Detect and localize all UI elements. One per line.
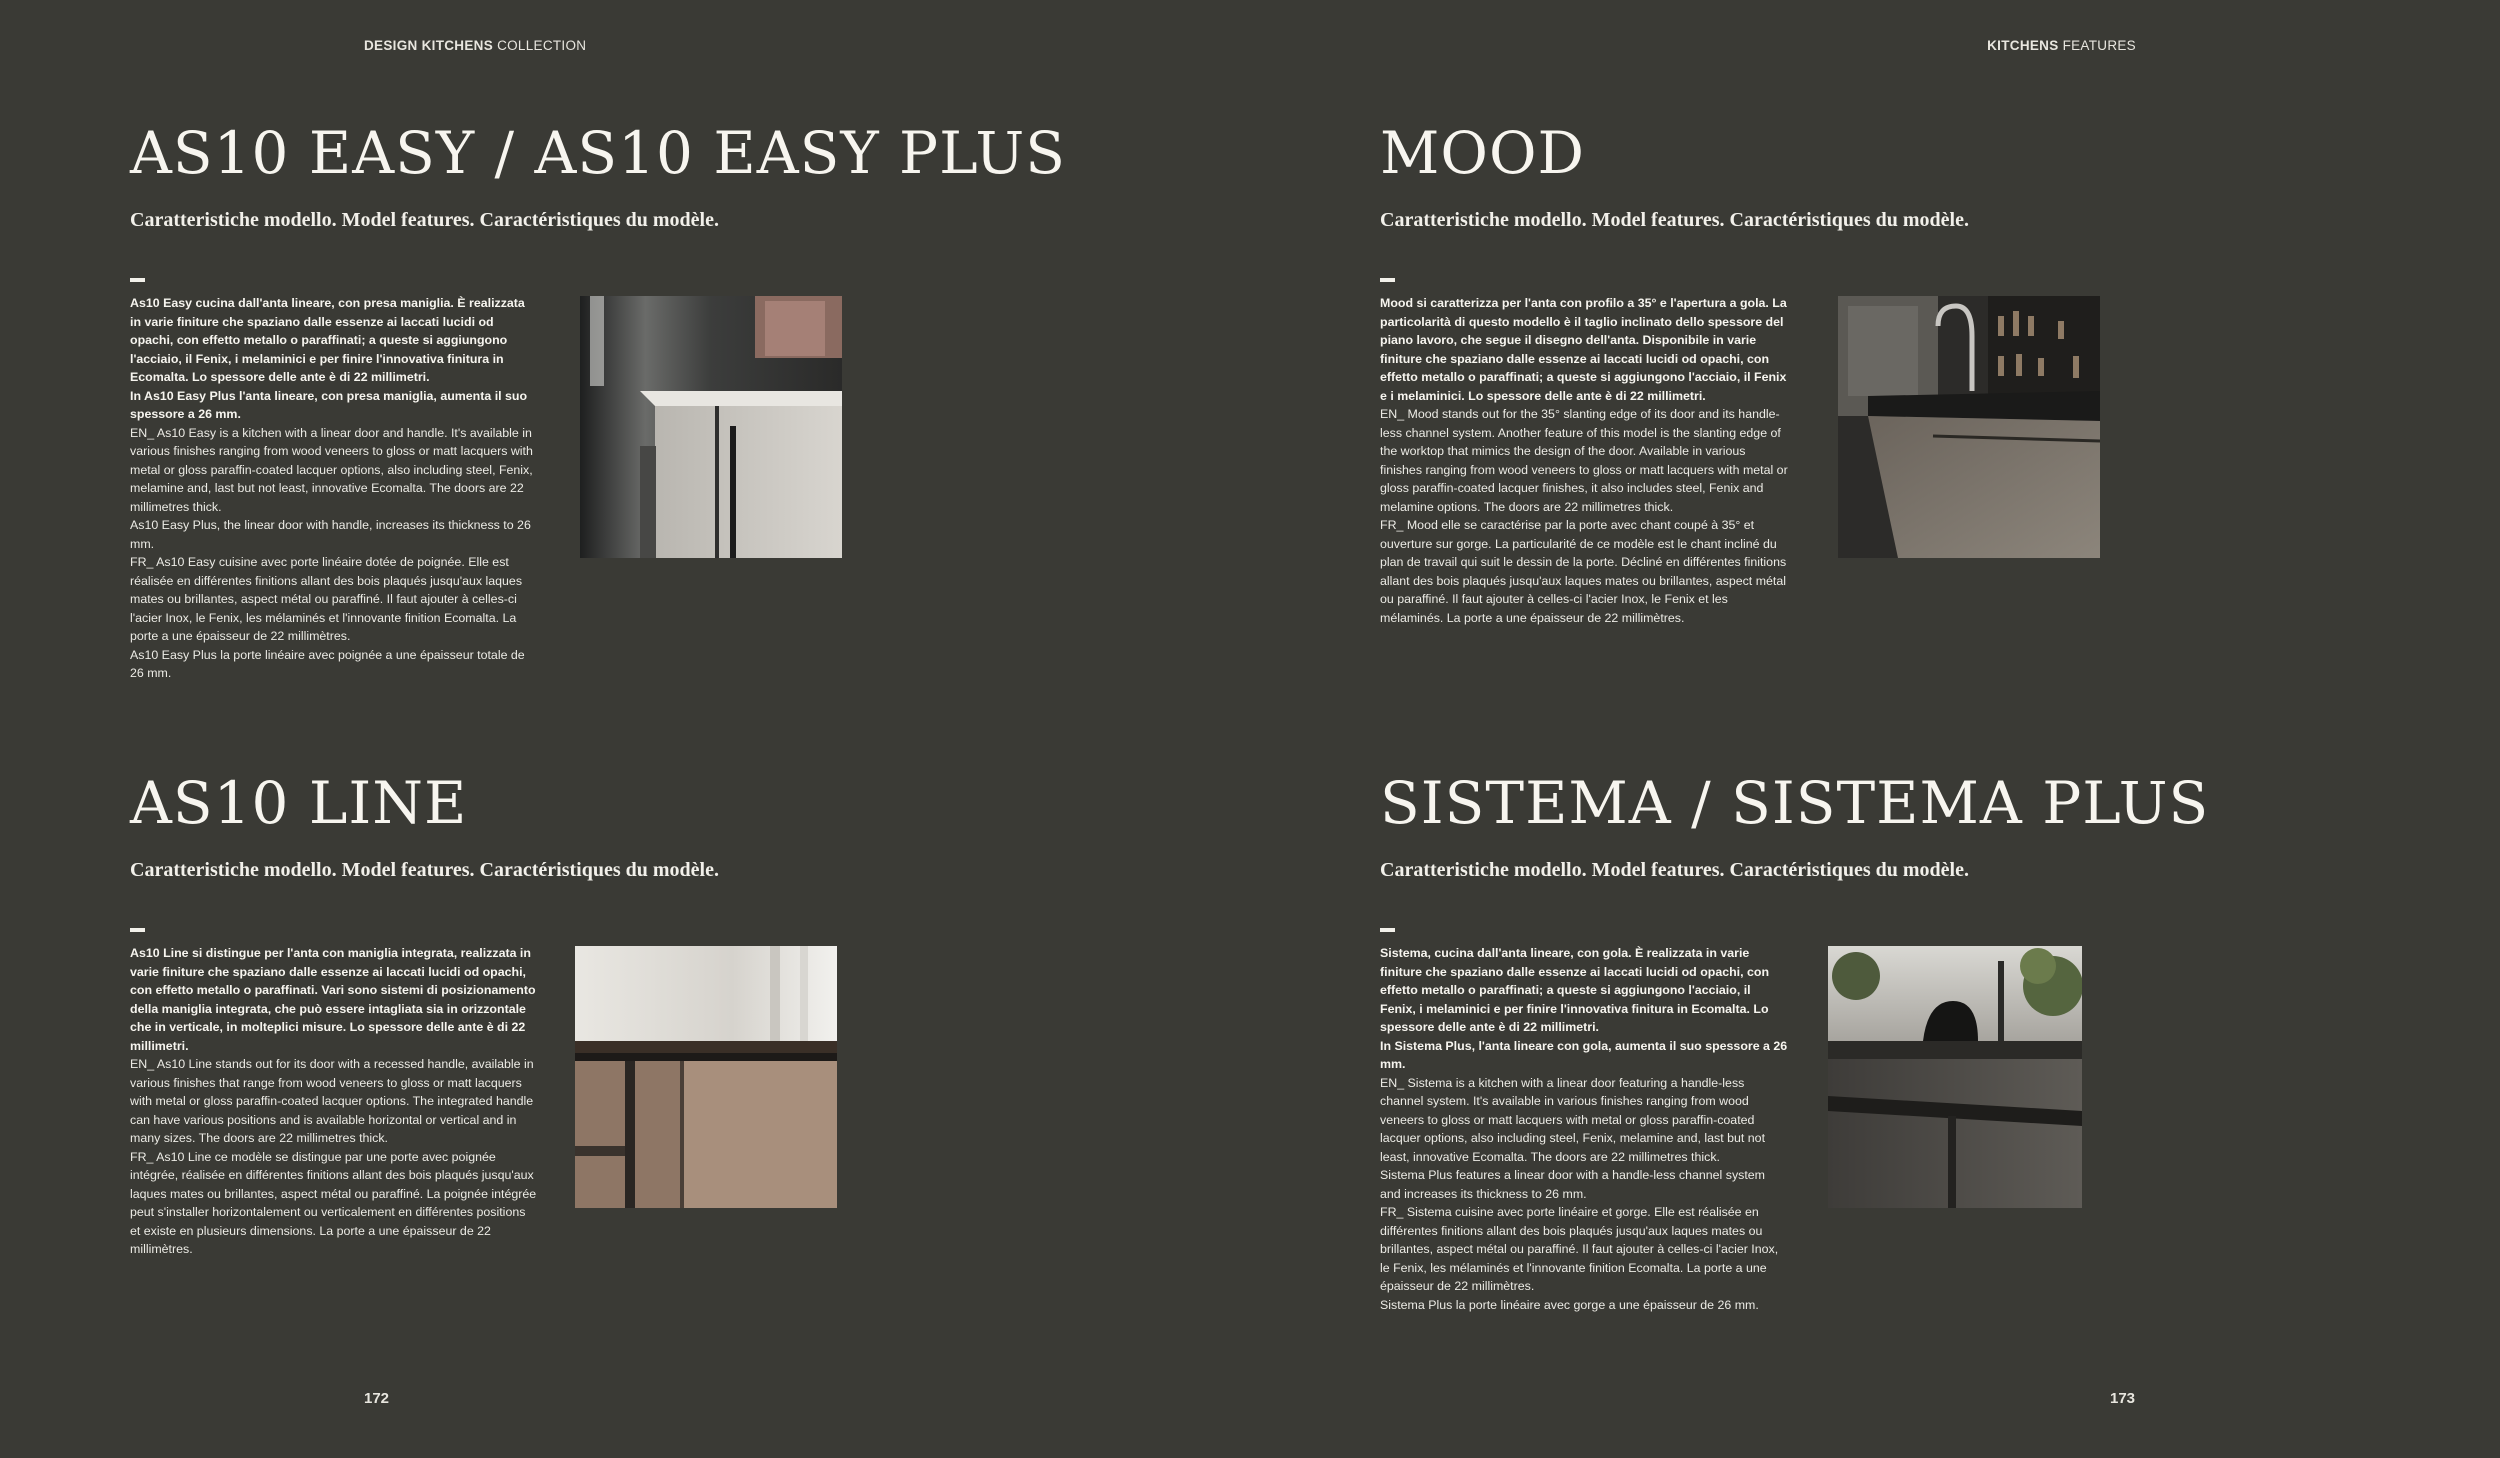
body-paragraph: In Sistema Plus, l'anta lineare con gola, aumenta il suo spessore a 26 mm. — [1380, 1038, 1788, 1071]
body-paragraph: EN_ As10 Line stands out for its door with a recessed handle, available in various finishes that range from wood veneers to gloss or matt lacquers with metal or gloss paraffin-coated lacquer options. The integrated handle can have various positions and is available horizontal or vertical and in many sizes. The doors are 22 millimetres thick. — [130, 1057, 534, 1145]
section-divider — [1380, 928, 1395, 932]
body-paragraph: Sistema Plus features a linear door with a handle-less channel system and increases its thickness to 26 mm. — [1380, 1168, 1765, 1201]
kitchen-photo-mood — [1838, 296, 2100, 558]
header-left-bold: DESIGN KITCHENS — [364, 38, 494, 53]
header-left-regular: COLLECTION — [493, 38, 587, 53]
body-paragraph: FR_ Mood elle se caractérise par la porte avec chant coupé à 35° et ouverture sur gorge. La particularité de ce modèle est le chant incliné du plan de travail qui suit le dessin de la porte. Décliné en différentes finitions allant des bois plaqués jusqu'aux laques mates ou brillantes, aspect métal ou paraffiné. Il faut ajouter à celles-ci l'acier Inox, le Fenix et les mélaminés. La porte a une épaisseur de 22 millimètres. — [1380, 518, 1787, 625]
body-paragraph: EN_ Mood stands out for the 35° slanting edge of its door and its handle-less channel system. Another feature of this model is the slanting edge of the worktop that mimics the design of the door. Available in various finishes ranging from wood veneers to gloss or matt lacquers with metal or gloss paraffin-coated lacquer finishes, it also includes steel, Fenix and melamine options. The doors are 22 millimetres thick. — [1380, 407, 1788, 514]
section-body — [130, 944, 538, 1259]
section-subtitle: Caratteristiche modello. Model features. Caractéristiques du modèle. — [1380, 209, 1969, 231]
body-paragraph: FR_ As10 Easy cuisine avec porte linéaire dotée de poignée. Elle est réalisée en différentes finitions allant des bois plaqués jusqu'aux laques mates ou brillantes, aspect métal ou paraffiné. Il faut ajouter à celles-ci l'acier Inox, le Fenix, les mélaminés et l'innovante finition Ecomalta. La porte a une épaisseur de 22 millimètres. — [130, 555, 523, 643]
kitchen-photo-sistema — [1828, 946, 2082, 1208]
section-as10-easy — [130, 115, 1230, 683]
header-left — [364, 38, 586, 53]
body-paragraph: EN_ As10 Easy is a kitchen with a linear door and handle. It's available in various finishes ranging from wood veneers to gloss or matt lacquers with metal or gloss paraffin-coated lacquer options, also including steel, Fenix, melamine and, last but not least, innovative Ecomalta. The doors are 22 millimetres thick. — [130, 425, 533, 514]
section-title: MOOD — [1380, 119, 1585, 187]
section-subtitle: Caratteristiche modello. Model features. Caractéristiques du modèle. — [1380, 859, 1969, 881]
body-paragraph: Sistema Plus la porte linéaire avec gorge a une épaisseur de 26 mm. — [1380, 1297, 1759, 1312]
section-body — [1380, 294, 1788, 627]
body-paragraph: Sistema, cucina dall'anta lineare, con gola. È realizzata in varie finiture che spaziano dalle essenze ai laccati lucidi od opachi, con effetto metallo o paraffinati; a queste si aggiungono l'acciaio, il Fenix, i melaminici e per finire l'innovativa finitura in Ecomalta. Lo spessore delle ante è di 22 millimetri. — [1380, 946, 1770, 1034]
section-body — [130, 294, 538, 683]
page-number-right: 173 — [2110, 1390, 2136, 1407]
section-divider — [130, 278, 145, 282]
section-as10-line — [130, 765, 1230, 1259]
section-title: AS10 LINE — [130, 769, 468, 837]
section-body — [1380, 944, 1788, 1314]
body-paragraph: As10 Line si distingue per l'anta con maniglia integrata, realizzata in varie finiture che spaziano dalle essenze ai laccati lucidi od opachi, con effetto metallo o paraffinati. Vari sono sistemi di posizionamento della maniglia integrata, che può essere intagliata sia in orizzontale che in verticale, in molteplici misure. Lo spessore delle ante è di 22 millimetri. — [130, 946, 536, 1053]
body-paragraph: FR_ As10 Line ce modèle se distingue par une porte avec poignée intégrée, réalisée en différentes finitions allant des bois plaqués jusqu'aux laques mates ou brillantes, aspect métal ou paraffiné. La poignée intégrée peut s'installer horizontalement ou verticalement en différentes positions et existe en plusieurs dimensions. La porte a une épaisseur de 22 millimètres. — [130, 1149, 537, 1256]
section-sistema — [1380, 765, 2480, 1314]
kitchen-photo-as10-line — [575, 946, 837, 1208]
body-paragraph: EN_ Sistema is a kitchen with a linear door featuring a handle-less channel system. It's available in various finishes ranging from wood veneers to gloss or matt lacquers with metal or gloss paraffin-coated lacquer options, also including steel, Fenix, melamine and, last but not least, innovative Ecomalta. The doors are 22 millimetres thick. — [1380, 1075, 1766, 1164]
header-right-regular: FEATURES — [2058, 38, 2136, 53]
section-subtitle: Caratteristiche modello. Model features. Caractéristiques du modèle. — [130, 209, 719, 231]
section-title: SISTEMA / SISTEMA PLUS — [1380, 769, 2210, 837]
section-divider — [130, 928, 145, 932]
body-paragraph: As10 Easy Plus la porte linéaire avec poignée a une épaisseur totale de 26 mm. — [130, 647, 525, 680]
kitchen-photo-as10-easy — [580, 296, 842, 558]
body-paragraph: Mood si caratterizza per l'anta con profilo a 35° e l'apertura a gola. La particolarità di questo modello è il taglio inclinato dello spessore del piano lavoro, che segue il disegno dell'anta. Disponibile in varie finiture che spaziano dalle essenze ai laccati lucidi od opachi, con effetto metallo o paraffinati; a queste si aggiungono l'acciaio, il Fenix e i melaminici. Lo spessore delle ante è di 22 millimetri. — [1380, 296, 1787, 403]
header-right — [1987, 38, 2136, 53]
header-right-bold: KITCHENS — [1987, 38, 2059, 53]
section-title: AS10 EASY / AS10 EASY PLUS — [130, 119, 1067, 187]
body-paragraph: As10 Easy Plus, the linear door with handle, increases its thickness to 26 mm. — [130, 518, 531, 551]
body-paragraph: As10 Easy cucina dall'anta lineare, con presa maniglia. È realizzata in varie finiture che spaziano dalle essenze ai laccati lucidi od opachi, con effetto metallo o paraffinati; a queste si aggiungono l'acciaio, il Fenix, i melaminici e per finire l'innovativa finitura in Ecomalta. Lo spessore delle ante è di 22 millimetri. — [130, 296, 525, 384]
section-divider — [1380, 278, 1395, 282]
body-paragraph: In As10 Easy Plus l'anta lineare, con presa maniglia, aumenta il suo spessore a 26 mm. — [130, 388, 528, 421]
section-mood — [1380, 115, 2480, 627]
page-number-left: 172 — [364, 1390, 390, 1407]
body-paragraph: FR_ Sistema cuisine avec porte linéaire et gorge. Elle est réalisée en différentes finitions allant des bois plaqués jusqu'aux laques mates ou brillantes, aspect métal ou paraffiné. Il faut ajouter à celles-ci l'acier Inox, le Fenix, les mélaminés et l'innovante finition Ecomalta. La porte a une épaisseur de 22 millimètres. — [1380, 1205, 1779, 1293]
section-subtitle: Caratteristiche modello. Model features. Caractéristiques du modèle. — [130, 859, 719, 881]
